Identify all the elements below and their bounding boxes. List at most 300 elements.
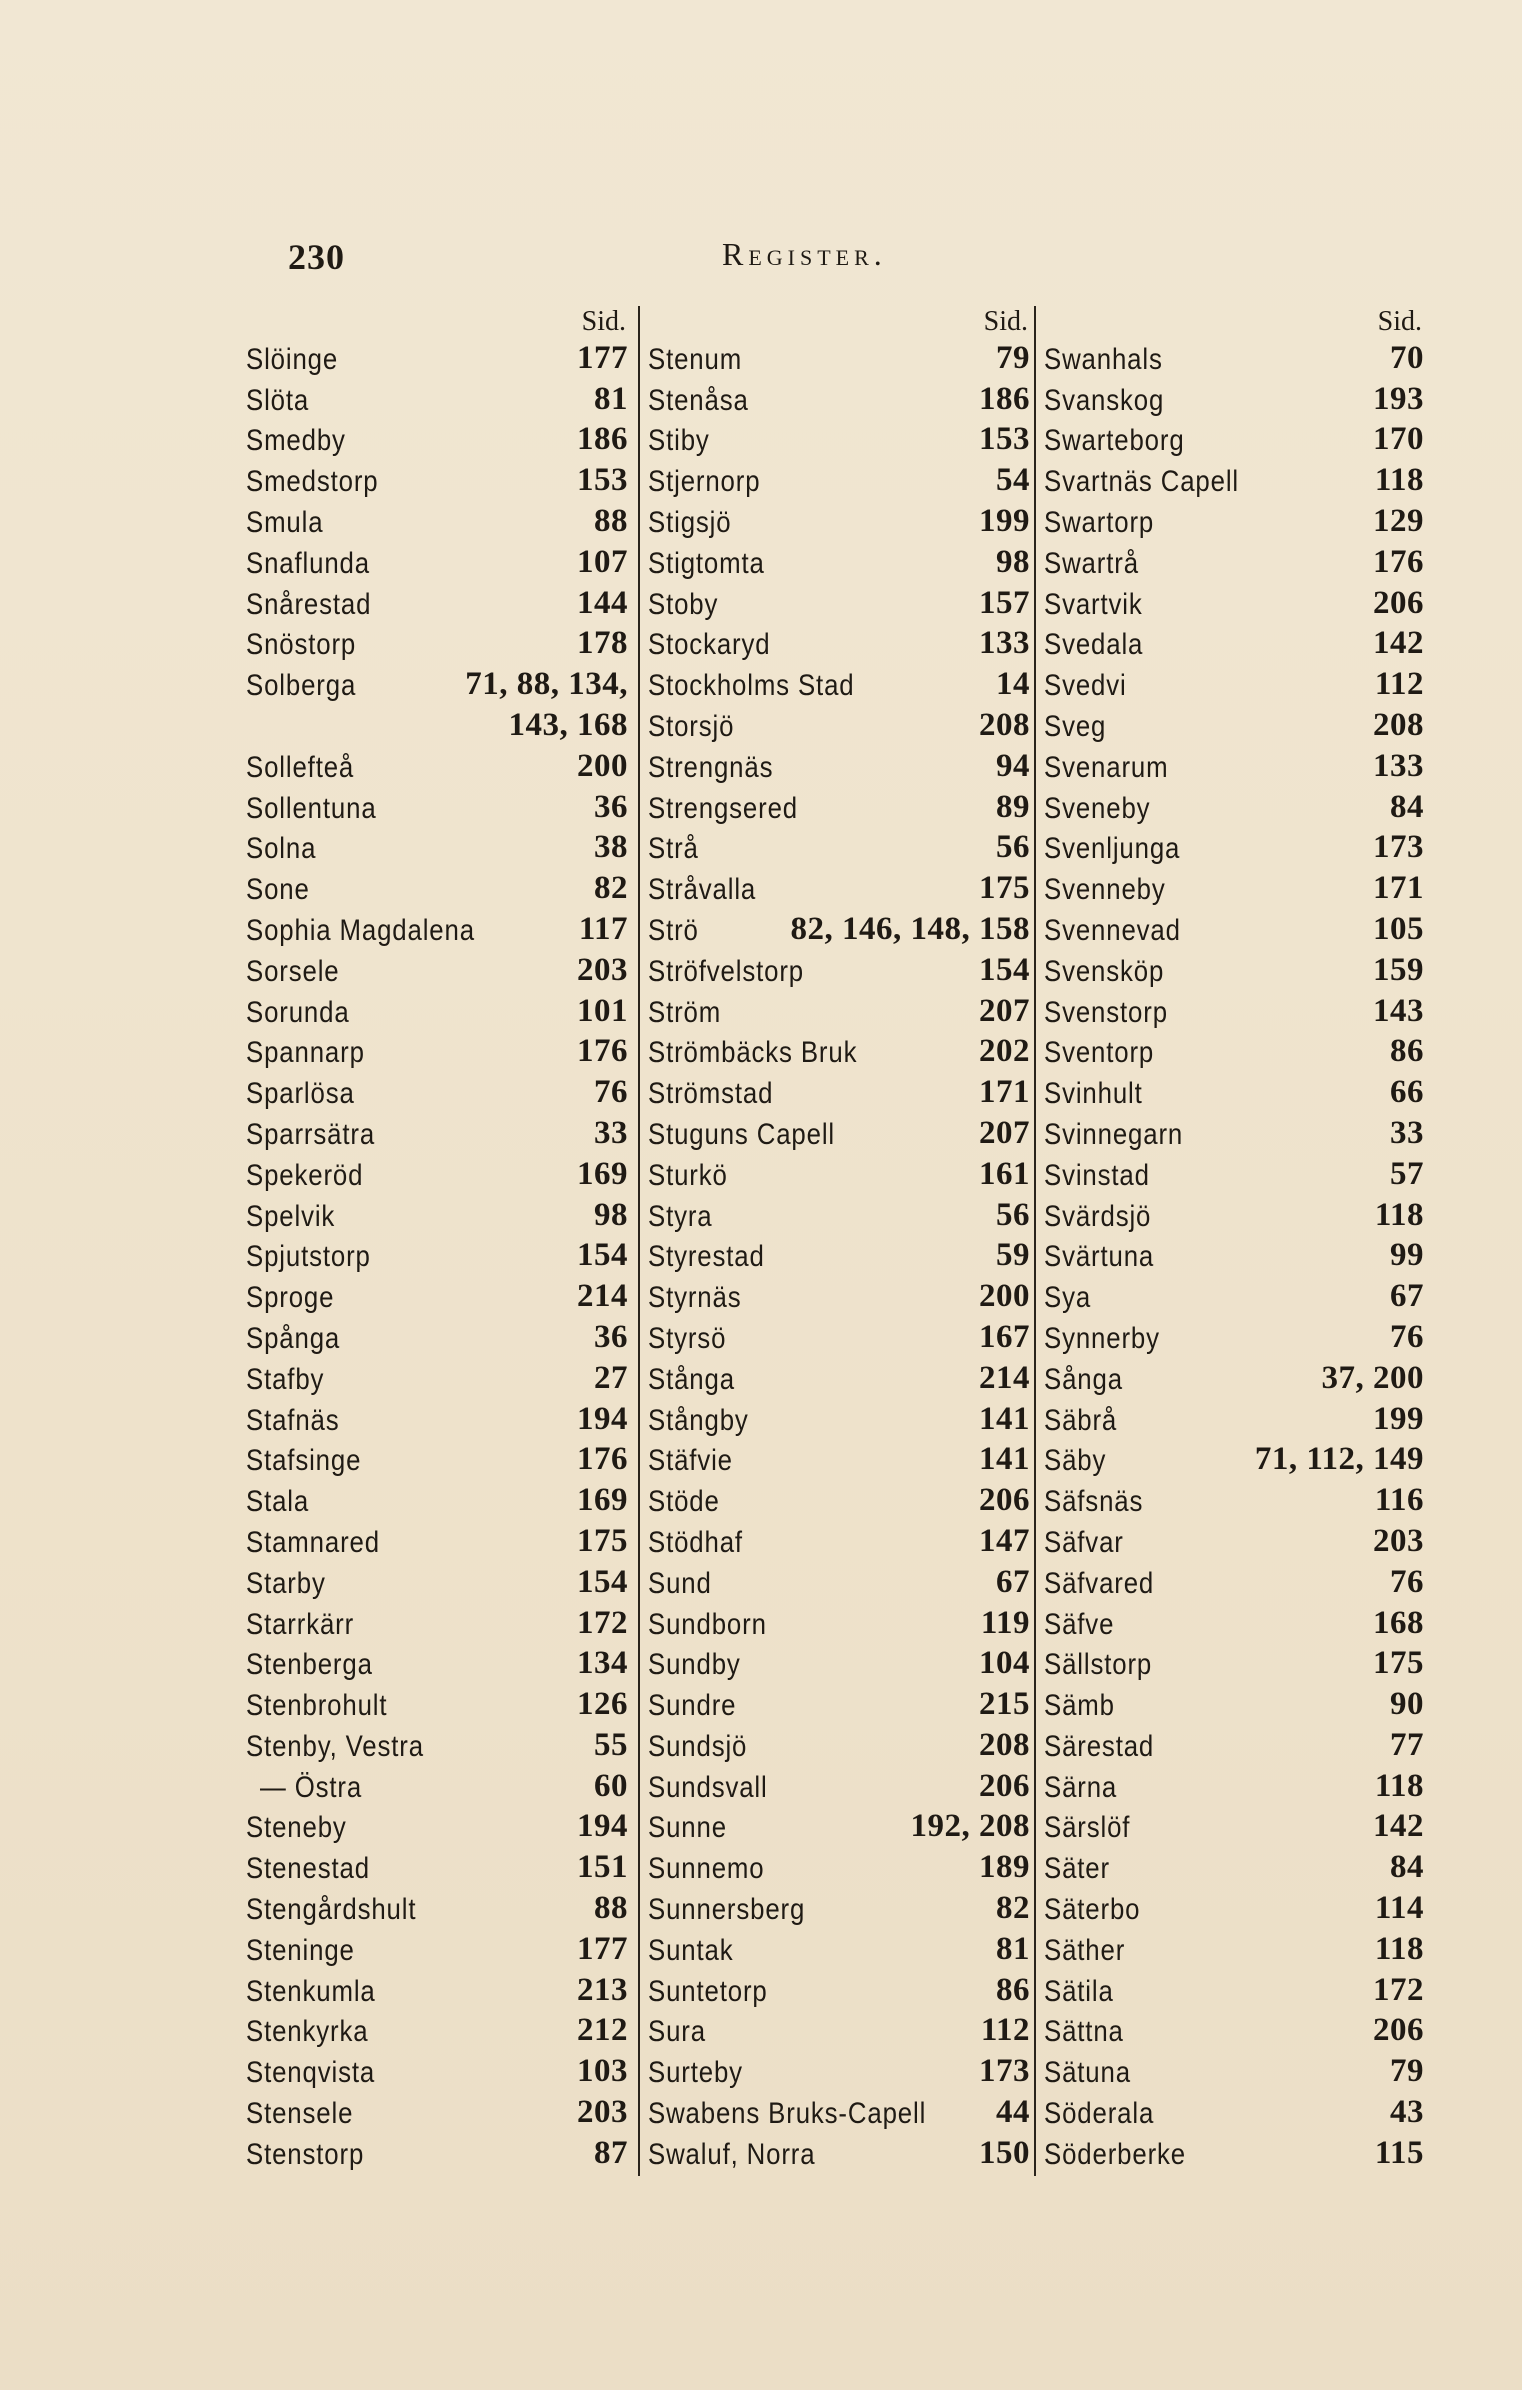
entry-name: Särslöf [1044,1811,1131,1845]
index-entry [246,503,632,544]
entry-name: Snaflunda [246,546,370,580]
index-entry [246,1442,632,1483]
entry-page-numbers: 170 [1373,421,1424,458]
entry-page-numbers: 27 [594,1359,628,1396]
entry-page-numbers: 176 [1373,543,1424,580]
index-entry [246,544,632,585]
entry-page-numbers: 119 [980,1604,1030,1641]
index-entry [1036,1605,1428,1646]
entry-page-numbers: 88 [594,502,628,539]
index-entry [1036,1360,1428,1401]
page-header [0,228,1522,288]
index-entry [246,1401,632,1442]
entry-name: Surteby [648,2056,743,2090]
entry-page-numbers: 118 [1374,1930,1424,1967]
entry-name: Sturkö [648,1158,728,1192]
entry-page-numbers: 14 [996,666,1030,703]
entry-page-numbers: 126 [577,1686,628,1723]
entry-page-numbers: 200 [979,1278,1030,1315]
index-entry [640,1523,1034,1564]
index-entry [1036,1197,1428,1238]
index-entry [246,1482,632,1523]
entry-page-numbers: 60 [594,1767,628,1804]
index-entry [640,626,1034,667]
entry-name: Swaluf, Norra [648,2137,816,2171]
entry-name: Starby [246,1566,326,1600]
index-column-2 [638,306,1034,2176]
entry-name: Spannarp [246,1036,365,1070]
entry-page-numbers: 112 [980,2012,1030,2049]
entry-page-numbers: 33 [594,1114,628,1151]
index-entry [246,381,632,422]
entry-name: Svedvi [1044,669,1127,703]
entry-name: Sparrsätra [246,1117,376,1151]
entry-name: Sparlösa [246,1077,355,1111]
entry-name: Sundsjö [648,1729,748,1763]
index-entry [640,1278,1034,1319]
entry-page-numbers: 186 [979,380,1030,417]
index-entry [246,1197,632,1238]
entry-name: Söderberke [1044,2137,1186,2171]
entry-page-numbers: 194 [577,1808,628,1845]
entry-name: Söderala [1044,2097,1155,2131]
entry-name: Stala [246,1485,310,1519]
entry-page-numbers: 150 [979,2134,1030,2171]
entry-page-numbers: 169 [577,1482,628,1519]
entry-page-numbers: 76 [594,1074,628,1111]
index-entry [246,952,632,993]
sid-label: Sid. [1377,306,1422,337]
entry-name: Säfsnäs [1044,1485,1144,1519]
entry-name: Steneby [246,1811,347,1845]
index-entry [246,993,632,1034]
index-entry [246,1278,632,1319]
entry-page-numbers: 66 [1390,1074,1424,1111]
entry-page-numbers: 161 [979,1155,1030,1192]
index-entry [640,1686,1034,1727]
index-column-1 [246,306,632,2176]
entry-page-numbers: 172 [577,1604,628,1641]
entry-name: Styra [648,1199,713,1233]
index-entry [1036,462,1428,503]
entry-page-numbers: 154 [577,1563,628,1600]
entry-page-numbers: 134 [577,1645,628,1682]
entry-name: Stafby [246,1362,325,1396]
entry-page-numbers: 90 [1390,1686,1424,1723]
entry-page-numbers: 177 [577,339,628,376]
entry-page-numbers: 77 [1390,1726,1424,1763]
entry-name: Synnerby [1044,1321,1160,1355]
entry-name: Svenarum [1044,750,1169,784]
index-entry [246,666,632,707]
index-entry [640,748,1034,789]
entry-page-numbers: 118 [1374,462,1424,499]
entry-name: Säby [1044,1444,1107,1478]
entry-page-numbers: 59 [996,1237,1030,1274]
entry-name: Sone [246,873,310,907]
entry-name: Sveneby [1044,791,1151,825]
entry-page-numbers: 55 [594,1726,628,1763]
entry-page-numbers: 71, 112, 149 [1254,1441,1424,1478]
entry-page-numbers: 37, 200 [1321,1359,1424,1396]
entry-name: Stoby [648,587,719,621]
entry-page-numbers: 82 [996,1890,1030,1927]
entry-page-numbers: 67 [1390,1278,1424,1315]
index-entry [640,340,1034,381]
entry-page-numbers: 76 [1390,1318,1424,1355]
index-entry [640,1401,1034,1442]
index-entry [1036,1278,1428,1319]
entry-name: Svenljunga [1044,832,1181,866]
index-entry [640,993,1034,1034]
entry-page-numbers: 175 [979,870,1030,907]
index-entry [246,340,632,381]
index-entry [1036,2094,1428,2135]
entry-name: Stenqvista [246,2056,376,2090]
index-entry [640,1768,1034,1809]
entry-page-numbers: 208 [979,706,1030,743]
entry-name: Stockholms Stad [648,669,855,703]
entry-page-numbers: 79 [1390,2053,1424,2090]
index-entry [1036,422,1428,463]
index-entry [1036,585,1428,626]
entry-name: Säter [1044,1852,1110,1886]
index-entry [246,1972,632,2013]
entry-page-numbers: 207 [979,992,1030,1029]
entry-page-numbers: 192, 208 [910,1808,1030,1845]
index-entry [640,1727,1034,1768]
entry-name: Sundby [648,1648,741,1682]
index-entry [246,462,632,503]
entry-name: Stafsinge [246,1444,362,1478]
entry-name: Svedala [1044,628,1144,662]
entry-page-numbers: 202 [979,1033,1030,1070]
entry-page-numbers: 154 [979,951,1030,988]
entry-page-numbers: 104 [979,1645,1030,1682]
entry-name: Swabens Bruks-Capell [648,2097,927,2131]
entry-name: Särna [1044,1770,1118,1804]
entry-name: Stenbrohult [246,1689,388,1723]
entry-page-numbers: 153 [577,462,628,499]
entry-page-numbers: 103 [577,2053,628,2090]
entry-page-numbers: 142 [1373,625,1424,662]
index-entry [246,2053,632,2094]
entry-page-numbers: 168 [1373,1604,1424,1641]
entry-page-numbers: 105 [1373,910,1424,947]
entry-name: Svärtuna [1044,1240,1155,1274]
entry-page-numbers: 107 [577,543,628,580]
entry-page-numbers: 157 [979,584,1030,621]
entry-name: Svennevad [1044,913,1181,947]
entry-page-numbers: 176 [577,1033,628,1070]
index-entry [1036,1768,1428,1809]
entry-name: Stenberga [246,1648,373,1682]
index-entry [246,422,632,463]
entry-name: Spånga [246,1321,341,1355]
entry-name: Starrkärr [246,1607,355,1641]
entry-page-numbers: 142 [1373,1808,1424,1845]
entry-name: Sunnersberg [648,1893,806,1927]
entry-page-numbers: 151 [577,1849,628,1886]
entry-name: Stäfvie [648,1444,733,1478]
entry-name: Sorunda [246,995,350,1029]
index-entry [640,2053,1034,2094]
entry-name: Stigsjö [648,505,732,539]
entry-page-numbers: 206 [979,1482,1030,1519]
entry-page-numbers: 194 [577,1400,628,1437]
index-entry [1036,2053,1428,2094]
entry-page-numbers: 57 [1390,1155,1424,1192]
index-entry [246,911,632,952]
index-entry [640,1564,1034,1605]
entry-name: Stenkumla [246,1974,376,2008]
index-entry [640,1849,1034,1890]
entry-name: Stiby [648,424,710,458]
index-entry [1036,1809,1428,1850]
index-entry [1036,1319,1428,1360]
entry-page-numbers: 33 [1390,1114,1424,1151]
entry-name: Strömbäcks Bruk [648,1036,858,1070]
entry-page-numbers: 173 [979,2053,1030,2090]
index-entry [640,585,1034,626]
entry-name: Svensköp [1044,954,1165,988]
entry-page-numbers: 214 [979,1359,1030,1396]
entry-page-numbers: 143 [1373,992,1424,1029]
index-entry [640,1319,1034,1360]
index-entry [640,1646,1034,1687]
index-entry [1036,381,1428,422]
index-entry [246,2013,632,2054]
entry-name: Sura [648,2015,706,2049]
entry-page-numbers: 98 [996,543,1030,580]
index-entry [640,1238,1034,1279]
entry-name: Stigtomta [648,546,765,580]
entry-name: Sundsvall [648,1770,768,1804]
entry-name: Svenneby [1044,873,1166,907]
entry-name: Svanskog [1044,383,1165,417]
entry-page-numbers: 101 [577,992,628,1029]
index-entry [246,1238,632,1279]
index-entry [1036,952,1428,993]
index-entry [246,1074,632,1115]
entry-page-numbers: 79 [996,339,1030,376]
entry-name: Särestad [1044,1729,1155,1763]
entry-name: Swartorp [1044,505,1155,539]
entry-name: Svartnäs Capell [1044,465,1240,499]
index-entry [1036,1890,1428,1931]
entry-page-numbers: 44 [996,2094,1030,2131]
index-entry [640,870,1034,911]
index-entry [1036,1401,1428,1442]
index-entry [246,2094,632,2135]
entry-name: Smedby [246,424,346,458]
entry-name: Sundborn [648,1607,767,1641]
entry-name: Spelvik [246,1199,336,1233]
entry-page-numbers: 82 [594,870,628,907]
entry-page-numbers: 153 [979,421,1030,458]
index-entry [246,1605,632,1646]
index-entry [640,1890,1034,1931]
index-entry [246,1646,632,1687]
entry-name: Svinnegarn [1044,1117,1184,1151]
index-entry [1036,1686,1428,1727]
entry-name: Sätuna [1044,2056,1131,2090]
index-entry [640,1482,1034,1523]
entry-page-numbers: 116 [1374,1482,1424,1519]
entry-page-numbers: 171 [979,1074,1030,1111]
entry-name: Svinstad [1044,1158,1150,1192]
entry-page-numbers: 36 [594,1318,628,1355]
entry-page-numbers: 159 [1373,951,1424,988]
index-entry [1036,1156,1428,1197]
entry-name: Svenstorp [1044,995,1168,1029]
index-entry [246,1727,632,1768]
index-entry [640,2135,1034,2176]
index-entry [246,707,632,748]
entry-name: Stamnared [246,1525,380,1559]
entry-page-numbers: 208 [1373,706,1424,743]
entry-name: Stenåsa [648,383,749,417]
index-entry [1036,1482,1428,1523]
index-entry [246,1034,632,1075]
entry-page-numbers: 115 [1374,2134,1424,2171]
index-entry [1036,911,1428,952]
entry-name: Stafnäs [246,1403,340,1437]
entry-name: Styrsö [648,1321,727,1355]
index-entry [640,1972,1034,2013]
entry-page-numbers: 154 [577,1237,628,1274]
index-entry [640,911,1034,952]
entry-page-numbers: 167 [979,1318,1030,1355]
index-entry [1036,544,1428,585]
entry-name: Sproge [246,1281,335,1315]
entry-page-numbers: 141 [979,1441,1030,1478]
index-entry [1036,748,1428,789]
entry-name: Sämb [1044,1689,1115,1723]
index-entry [1036,1931,1428,1972]
entry-name: Stenstorp [246,2137,365,2171]
entry-page-numbers: 214 [577,1278,628,1315]
entry-page-numbers: 175 [1373,1645,1424,1682]
entry-name: Säterbo [1044,1893,1141,1927]
entry-page-numbers: 99 [1390,1237,1424,1274]
entry-page-numbers: 84 [1390,788,1424,825]
index-entry [1036,666,1428,707]
entry-page-numbers: 206 [979,1767,1030,1804]
index-entry [1036,993,1428,1034]
entry-page-numbers: 114 [1374,1890,1424,1927]
entry-page-numbers: 76 [1390,1563,1424,1600]
entry-page-numbers: 199 [979,502,1030,539]
entry-name: Storsjö [648,709,735,743]
index-entry [640,952,1034,993]
entry-page-numbers: 86 [996,1971,1030,2008]
entry-page-numbers: 200 [577,747,628,784]
index-entry [1036,830,1428,871]
index-entry [640,503,1034,544]
entry-name: Strömstad [648,1077,774,1111]
entry-page-numbers: 199 [1373,1400,1424,1437]
entry-name: Stråvalla [648,873,757,907]
index-entry [1036,1564,1428,1605]
entry-page-numbers: 212 [577,2012,628,2049]
entry-name: Sollefteå [246,750,355,784]
index-entry [246,748,632,789]
entry-page-numbers: 206 [1373,584,1424,621]
entry-page-numbers: 173 [1373,829,1424,866]
entry-name: Strengnäs [648,750,774,784]
entry-page-numbers: 112 [1374,666,1424,703]
entry-page-numbers: 177 [577,1930,628,1967]
entry-name: Sorsele [246,954,340,988]
entry-name: Sya [1044,1281,1092,1315]
index-entry [640,544,1034,585]
index-entry [640,1197,1034,1238]
index-entry [1036,1972,1428,2013]
entry-page-numbers: 143, 168 [508,706,628,743]
index-entry [1036,707,1428,748]
entry-name: Sveg [1044,709,1107,743]
entry-name: Spekeröd [246,1158,364,1192]
entry-page-numbers: 186 [577,421,628,458]
entry-name: Svartvik [1044,587,1143,621]
index-entry [1036,870,1428,911]
index-entry [1036,789,1428,830]
entry-name: Steninge [246,1933,355,1967]
index-entry [1036,1646,1428,1687]
entry-name: Sophia Magdalena [246,913,475,947]
index-entry [1036,1442,1428,1483]
index-entry [640,789,1034,830]
entry-name: Suntetorp [648,1974,768,2008]
entry-name: Solna [246,832,317,866]
entry-page-numbers: 67 [996,1563,1030,1600]
index-entry [1036,2135,1428,2176]
running-title: Register. [722,236,887,272]
entry-page-numbers: 213 [577,1971,628,2008]
index-entry [1036,340,1428,381]
entry-name: Sund [648,1566,712,1600]
entry-name: Säfvar [1044,1525,1124,1559]
index-entry [640,1115,1034,1156]
entry-name: Sånga [1044,1362,1123,1396]
index-column-3 [1034,306,1428,2176]
entry-name: Slöta [246,383,310,417]
entry-name: Styrestad [648,1240,765,1274]
entry-name: Sundre [648,1689,737,1723]
index-entry [640,830,1034,871]
entry-name: Spjutstorp [246,1240,371,1274]
entry-page-numbers: 206 [1373,2012,1424,2049]
entry-page-numbers: 176 [577,1441,628,1478]
index-entry [246,1931,632,1972]
entry-name: Stuguns Capell [648,1117,836,1151]
index-entry [640,1074,1034,1115]
entry-page-numbers: 56 [996,1196,1030,1233]
index-entry [246,1156,632,1197]
entry-name: Smula [246,505,324,539]
entry-name: Sventorp [1044,1036,1155,1070]
entry-page-numbers: 88 [594,1890,628,1927]
entry-name: Säbrå [1044,1403,1118,1437]
index-entry [246,2135,632,2176]
entry-page-numbers: 172 [1373,1971,1424,2008]
entry-name: Stockaryd [648,628,771,662]
entry-page-numbers: 203 [577,951,628,988]
entry-page-numbers: 208 [979,1726,1030,1763]
page-number: 230 [288,237,345,277]
index-entry [246,789,632,830]
